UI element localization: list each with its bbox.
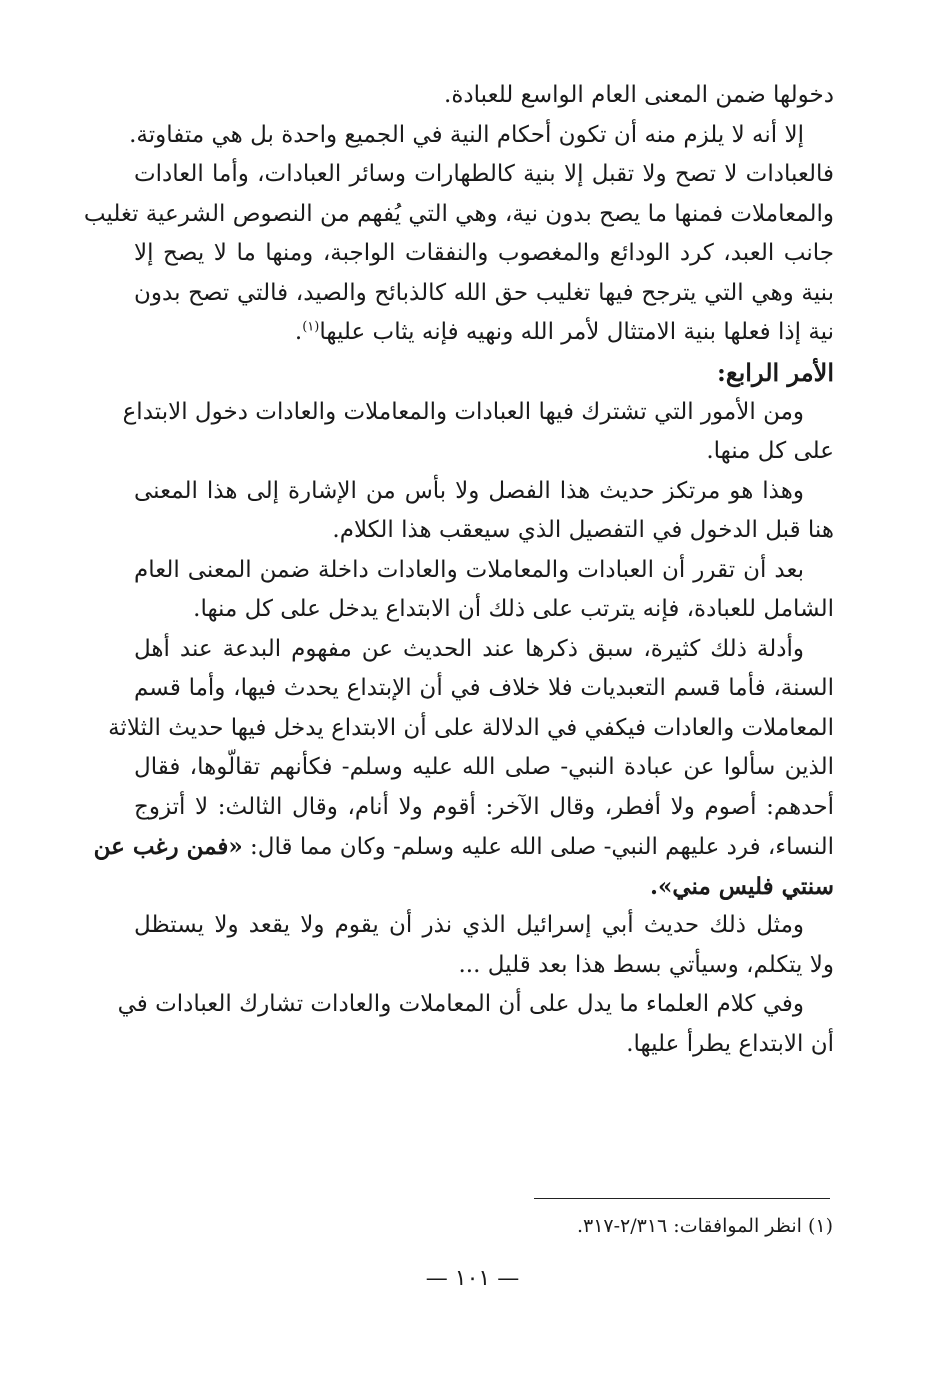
text-line: جانب العبد، كرد الودائع والمغصوب والنفقات الواجبة، ومنها ما لا يصح إلا [134,240,834,266]
text-line: أن الابتداع يطرأ عليها. [626,1030,834,1057]
text-line: الشامل للعبادة، فإنه يترتب على ذلك أن الابتداع يدخل على كل منها. [193,596,834,622]
text-line: وأدلة ذلك كثيرة، سبق ذكرها عند الحديث عن مفهوم البدعة عند أهل [134,635,804,662]
text-line: ومثل ذلك حديث أبي إسرائيل الذي نذر أن يقوم ولا يقعد ولا يستظل [134,912,804,938]
text-line-with-quote [93,827,834,867]
footnote-marker: (١) [302,319,320,335]
text-line: السنة، فأما قسم التعبديات فلا خلاف في أن الإبتداع يحدث فيها، وأما قسم [134,675,834,701]
text-line: دخولها ضمن المعنى العام الواسع للعبادة. [444,82,834,108]
text-line: على كل منها. [706,438,834,464]
quote-bold: «فمن رغب عن [93,833,243,860]
text-line: بعد أن تقرر أن العبادات والمعاملات والعادات داخلة ضمن المعنى العام [134,556,804,583]
text-span: . [294,319,303,345]
text-line: إلا أنه لا يلزم منه أن تكون أحكام النية في الجميع واحدة بل هي متفاوتة. [129,121,804,148]
text-line: ومن الأمور التي تشترك فيها العبادات والمعاملات والعادات دخول الابتداع [122,398,804,425]
quote-bold-line: سنتي فليس مني». [649,872,834,900]
page-number: — ١٠١ — [425,1266,520,1291]
text-line: هنا قبل الدخول في التفصيل الذي سيعقب هذا الكلام. [332,517,834,543]
text-span: النساء، فرد عليهم النبي- صلى الله عليه وسلم- وكان مما قال: [242,834,834,860]
text-line: المعاملات والعادات فيكفي في الدلالة على أن الابتداع يدخل فيها حديث الثلاثة [108,714,834,741]
text-line: ولا يتكلم، وسيأتي بسط هذا بعد قليل ... [458,951,834,978]
text-line: والمعاملات فمنها ما يصح بدون نية، وهي التي يُفهم من النصوص الشرعية تغليب [83,200,834,227]
footnote: (١) انظر الموافقات: ٢/٣١٦-٣١٧. [576,1215,833,1237]
text-line-with-footnote [134,313,834,353]
section-heading: الأمر الرابع: [716,357,834,387]
page-body [83,76,835,1064]
text-line: وفي كلام العلماء ما يدل على أن المعاملات والعادات تشارك العبادات في [117,991,804,1017]
text-line: أحدهم: أصوم ولا أفطر، وقال الآخر: أقوم ولا أنام، وقال الثالث: لا أتزوج [134,793,834,820]
footnote-divider [534,1198,830,1199]
text-line: الذين سألوا عن عبادة النبي- صلى الله عليه وسلم- فكأنهم تقالّوها، فقال [134,754,834,780]
text-line: بنية وهي التي يترجح فيها تغليب حق الله كالذبائح والصيد، فالتي تصح بدون [134,279,834,306]
text-span: نية إذا فعلها بنية الامتثال لأمر الله ونهيه فإنه يثاب عليها [319,319,834,345]
text-line: فالعبادات لا تصح ولا تقبل إلا بنية كالطهارات وسائر العبادات، وأما العادات [134,161,835,187]
text-line: وهذا هو مرتكز حديث هذا الفصل ولا بأس من الإشارة إلى هذا المعنى [134,477,804,504]
